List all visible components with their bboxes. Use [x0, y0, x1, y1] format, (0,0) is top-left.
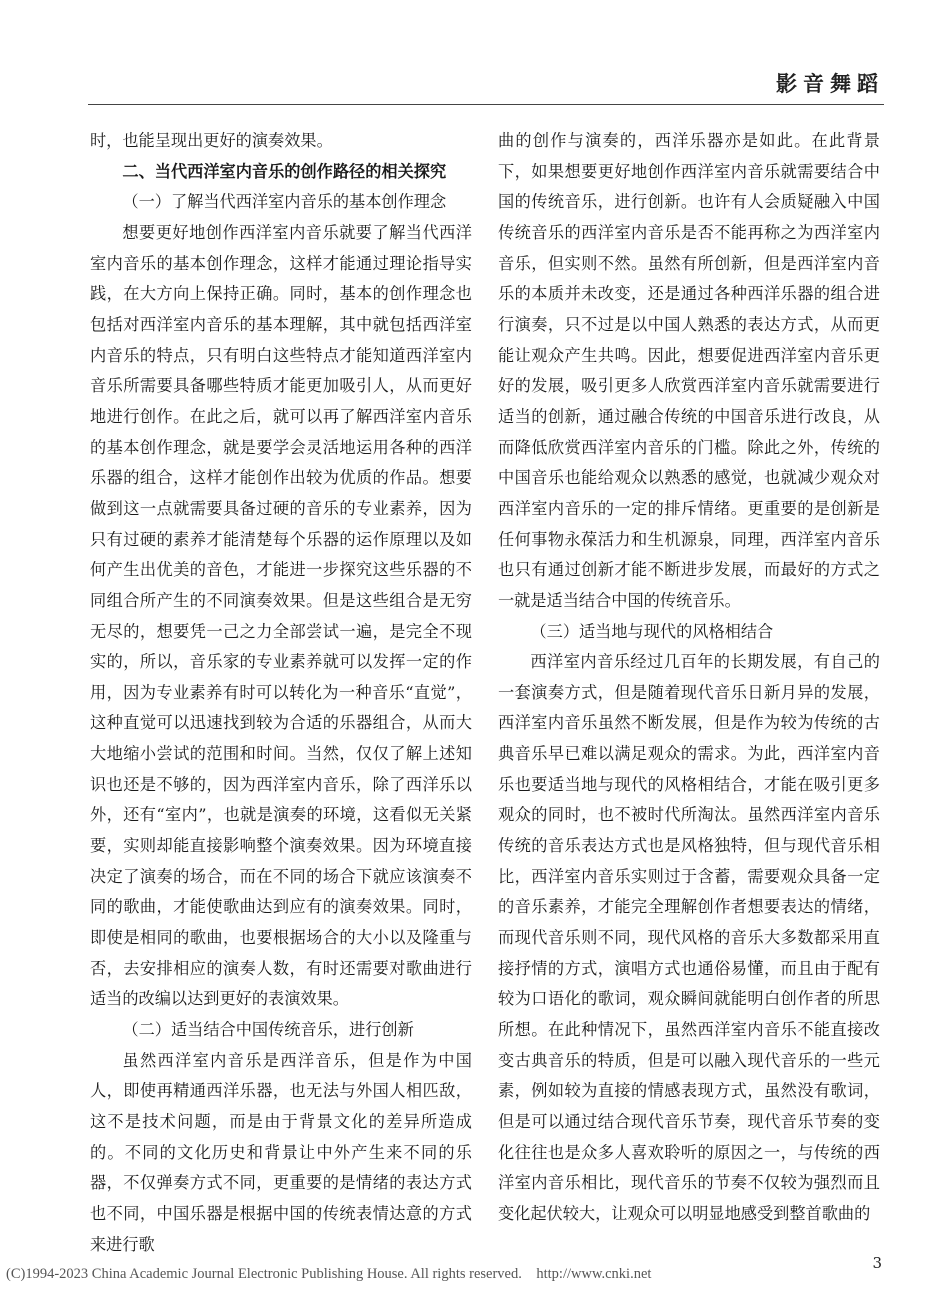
paragraph-2: 虽然西洋室内音乐是西洋音乐，但是作为中国人，即使再精通西洋乐器，也无法与外国人相匹敌，这不是技术问题，而是由于背景文化的差异所造成的。不同的文化历史和背景让中外产生来不同的乐器，不仅弹奏方式不同，更重要的是情绪的表达方式也不同，中国乐器是根据中国的传统表情达意的方式来进行歌	[90, 1050, 472, 1254]
footer	[6, 1266, 651, 1283]
section-heading: 二、当代西洋室内音乐的创作路径的相关探究	[122, 161, 447, 181]
header-divider	[88, 104, 884, 105]
page-number: 3	[872, 1254, 882, 1272]
paragraph-continuation: 时，也能呈现出更好的演奏效果。	[90, 131, 333, 150]
subsection-heading-1: （一）了解当代西洋室内音乐的基本创作理念	[122, 192, 447, 212]
copyright-notice: (C)1994-2023 China Academic Journal Electronic Publishing House. All rights reserved.	[6, 1266, 522, 1282]
subsection-heading-3: （三）适当地与现代的风格相结合	[530, 621, 774, 641]
subsection-heading-2: （二）适当结合中国传统音乐，进行创新	[122, 1020, 414, 1040]
paragraph-1: 想要更好地创作西洋室内音乐就要了解当代西洋室内音乐的基本创作理念，这样才能通过理论指导实践，在大方向上保持正确。同时，基本的创作理念也包括对西洋室内音乐的基本理解，其中就包括西洋室内音乐的特点，只有明白这些特点才能知道西洋室内音乐所需要具备哪些特质才能更加吸引人，从而更好地进行创作。在此之后，就可以再了解西洋室内音乐的基本创作理念，就是要学会灵活地运用各种的西洋乐器的组合，这样才能创作出较为优质的作品。想要做到这一点就需要具备过硬的音乐的专业素养，因为只有过硬的素养才能清楚每个乐器的运作原理以及如何产生出优美的音色，才能进一步探究这些乐器的不同组合所产生的不同演奏效果。但是这些组合是无穷无尽的，想要凭一己之力全部尝试一遍，是完全不现实的，所以，音乐家的专业素养就可以发挥一定的作用，因为专业素养有时可以转化为一种音乐“直觉”，这种直觉可以迅速找到较为合适的乐器组合，从而大大地缩小尝试的范围和时间。当然，仅仅了解上述知识也还是不够的，因为西洋室内音乐，除了西洋乐以外，还有“室内”，也就是演奏的环境，这看似无关紧要，实则却能直接影响整个演奏效果。因为环境直接决定了演奏的场合，而在不同的场合下就应该演奏不同的歌曲，才能使歌曲达到应有的演奏效果。同时，即使是相同的歌曲，也要根据场合的大小以及隆重与否，去安排相应的演奏人数，有时还需要对歌曲进行适当的改编以达到更好的表演效果。	[90, 222, 472, 1009]
journal-title: 影音舞蹈	[776, 72, 884, 96]
paragraph-3: 西洋室内音乐经过几百年的长期发展，有自己的一套演奏方式，但是随着现代音乐日新月异的发展，西洋室内音乐虽然不断发展，但是作为较为传统的古典音乐早已难以满足观众的需求。为此，西洋室内音乐也要适当地与现代的风格相结合，才能在吸引更多观众的同时，也不被时代所淘汰。虽然西洋室内音乐传统的音乐表达方式也是风格独特，但与现代音乐相比，西洋室内音乐实则过于含蓄，需要观众具备一定的音乐素养，才能完全理解创作者想要表达的情绪，而现代音乐则不同，现代风格的音乐大多数都采用直接抒情的方式，演唱方式也通俗易懂，而且由于配有较为口语化的歌词，观众瞬间就能明白创作者的所思所想。在此种情况下，虽然西洋室内音乐不能直接改变古典音乐的特质，但是可以融入现代音乐的一些元素，例如较为直接的情感表现方式，虽然没有歌词，但是可以通过结合现代音乐节奏，现代音乐节奏的变化往往也是众多人喜欢聆听的原因之一，与传统的西洋室内音乐相比，现代音乐的节奏不仅较为强烈而且变化起伏较大，让观众可以明显地感受到整首歌曲的	[498, 652, 880, 1223]
right-column	[498, 126, 880, 1230]
left-column	[90, 126, 472, 1260]
footer-url[interactable]: http://www.cnki.net	[536, 1266, 652, 1282]
paragraph-2-continuation: 曲的创作与演奏的，西洋乐器亦是如此。在此背景下，如果想要更好地创作西洋室内音乐就需要结合中国的传统音乐，进行创新。也许有人会质疑融入中国传统音乐的西洋室内音乐是否不能再称之为西洋室内音乐，但实则不然。虽然有所创新，但是西洋室内音乐的本质并未改变，还是通过各种西洋乐器的组合进行演奏，只不过是以中国人熟悉的表达方式，从而更能让观众产生共鸣。因此，想要促进西洋室内音乐更好的发展，吸引更多人欣赏西洋室内音乐就需要进行适当的创新，通过融合传统的中国音乐进行改良，从而降低欣赏西洋室内音乐的门槛。除此之外，传统的中国音乐也能给观众以熟悉的感觉，也就减少观众对西洋室内音乐的一定的排斥情绪。更重要的是创新是任何事物永葆活力和生机源泉，同理，西洋室内音乐也只有通过创新才能不断进步发展，而最好的方式之一就是适当结合中国的传统音乐。	[498, 131, 880, 610]
